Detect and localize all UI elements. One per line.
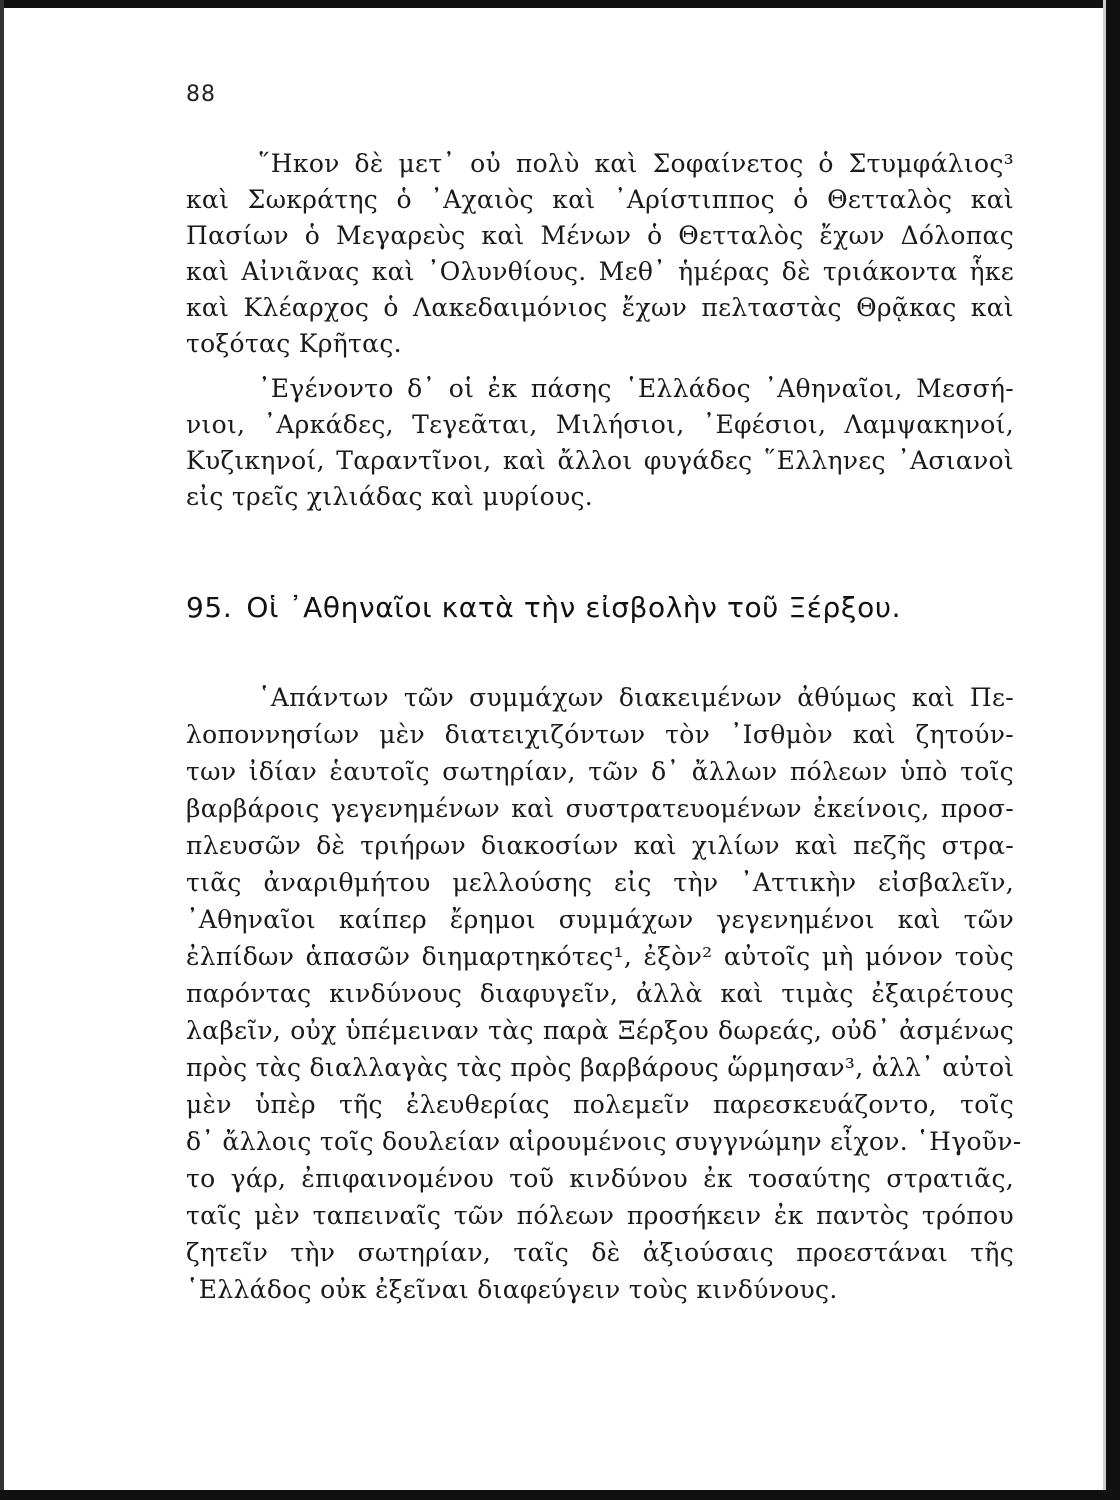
scan-border-bottom [0,1490,1120,1500]
text-line: πλευσῶν δὲ τριήρων διακοσίων καὶ χιλίων καὶ πεζῆς στρα- [186,831,1014,860]
text-line: Κυζικηνοί, Ταραντῖνοι, καὶ ἄλλοι φυγάδες ῞Ελληνες ᾿Ασιανοὶ [186,446,1014,475]
section-number: 95. [186,591,233,624]
text-line: τιᾶς ἀναριθμήτου μελλούσης εἰς τὴν ᾿Αττικὴν εἰσβαλεῖν, [186,868,1014,897]
text-line: βαρβάροις γεγενημένων καὶ συστρατευομένων ἐκείνοις, προσ- [186,794,1014,823]
text-line: νιοι, ᾿Αρκάδες, Τεγεᾶται, Μιλήσιοι, ᾿Εφέσιοι, Λαμψακηνοί, [186,410,1014,439]
text-line: λαβεῖν, οὐχ ὑπέμειναν τὰς παρὰ Ξέρξου δωρεάς, οὐδ᾿ ἀσμένως [186,1016,1014,1045]
scan-border-top [0,0,1120,8]
text-line: παρόντας κινδύνους διαφυγεῖν, ἀλλὰ καὶ τιμὰς ἐξαιρέτους [186,979,1014,1008]
text-line: εἰς τρεῖς χιλιάδας καὶ μυρίους. [186,482,593,511]
text-line: ᾿Αθηναῖοι καίπερ ἔρημοι συμμάχων γεγενημένοι καὶ τῶν [186,905,1014,934]
text-line: ἐλπίδων ἁπασῶν διημαρτηκότες¹, ἐξὸν² αὐτοῖς μὴ μόνον τοὺς [186,942,1014,971]
text-line: ῞Ηκον δὲ μετ᾿ οὐ πολὺ καὶ Σοφαίνετος ὁ Στυμφάλιος³ [258,149,1014,178]
text-line: καὶ Κλέαρχος ὁ Λακεδαιμόνιος ἔχων πελταστὰς Θρᾷκας καὶ [186,293,1014,322]
text-line: ῾Απάντων τῶν συμμάχων διακειμένων ἀθύμως καὶ Πε- [258,683,1014,712]
text-line: ζητεῖν τὴν σωτηρίαν, ταῖς δὲ ἀξιούσαις προεστάναι τῆς [186,1238,1014,1267]
text-line: καὶ Σωκράτης ὁ ᾿Αχαιὸς καὶ ᾿Αρίστιππος ὁ Θετταλὸς καὶ [186,185,1014,214]
section-heading [186,588,1016,628]
text-line: ῾Ελλάδος οὐκ ἐξεῖναι διαφεύγειν τοὺς κινδύνους. [186,1275,838,1304]
text-line: τοξότας Κρῆτας. [186,329,402,358]
text-line: Πασίων ὁ Μεγαρεὺς καὶ Μένων ὁ Θετταλὸς ἔχων Δόλοπας [186,221,1014,250]
text-line: καὶ Αἰνιᾶνας καὶ ᾿Ολυνθίους. Μεθ᾿ ἡμέρας δὲ τριάκοντα ἧκε [186,257,1014,286]
text-line: πρὸς τὰς διαλλαγὰς τὰς πρὸς βαρβάρους ὥρμησαν³, ἀλλ᾿ αὐτοὶ [186,1053,1015,1082]
text-line: μὲν ὑπὲρ τῆς ἐλευθερίας πολεμεῖν παρεσκευάζοντο, τοῖς [186,1090,1014,1119]
page-number: 88 [186,82,216,107]
scan-border-left [0,0,4,1500]
text-line: ᾿Εγένοντο δ᾿ οἱ ἐκ πάσης ῾Ελλάδος ᾿Αθηναῖοι, Μεσσή- [258,374,1014,403]
text-line: το γάρ, ἐπιφαινομένου τοῦ κινδύνου ἐκ τοσαύτης στρατιᾶς, [186,1164,1014,1193]
scan-border-right [1106,0,1120,1500]
section-title: Οἱ ᾿Αθηναῖοι κατὰ τὴν εἰσβολὴν τοῦ Ξέρξου. [246,591,902,624]
text-line: ταῖς μὲν ταπειναῖς τῶν πόλεων προσήκειν ἐκ παντὸς τρόπου [186,1201,1014,1230]
text-line: των ἰδίαν ἑαυτοῖς σωτηρίαν, τῶν δ᾿ ἄλλων πόλεων ὑπὸ τοῖς [186,757,1014,786]
text-line: δ᾿ ἄλλοις τοῖς δουλείαν αἱρουμένοις συγγνώμην εἶχον. ῾Ηγοῦν- [186,1127,1022,1156]
text-line: λοποννησίων μὲν διατειχιζόντων τὸν ᾿Ισθμὸν καὶ ζητούν- [186,720,1014,749]
